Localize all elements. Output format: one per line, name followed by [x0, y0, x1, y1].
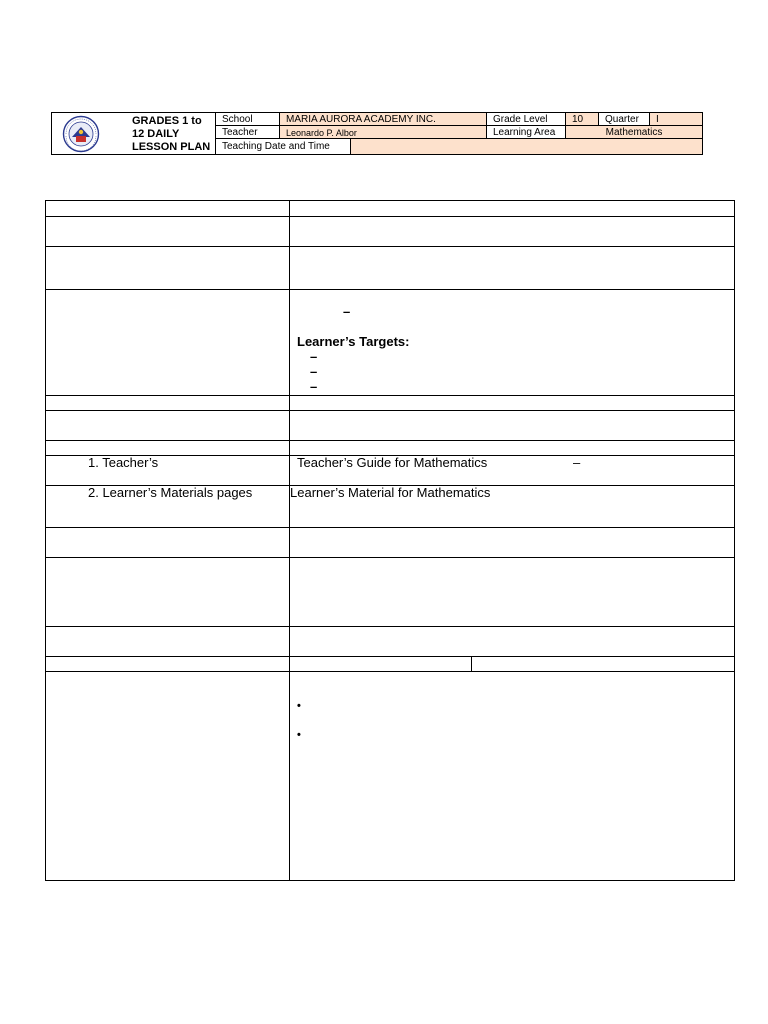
quarter-value: I: [649, 112, 703, 126]
learning-area-value: Mathematics: [565, 125, 703, 139]
title-line: LESSON PLAN: [132, 141, 211, 153]
ref-teachers-label: 1. Teacher’s: [88, 455, 159, 470]
row-divider: [45, 440, 735, 441]
row-divider: [45, 395, 735, 396]
teaching-date-value: [350, 138, 703, 155]
school-label: School: [215, 112, 280, 126]
title-line: 12 DAILY: [132, 128, 180, 140]
column-divider: [289, 200, 290, 881]
row-divider: [45, 216, 735, 217]
teacher-value: Leonardo P. Albor: [279, 125, 487, 139]
teaching-date-label: Teaching Date and Time: [215, 138, 351, 155]
lesson-plan-table: [45, 200, 735, 881]
ref-teachers-value: Teacher’s Guide for Mathematics: [297, 455, 488, 470]
row-divider: [45, 527, 735, 528]
school-value: MARIA AURORA ACADEMY INC.: [279, 112, 487, 126]
title-line: GRADES 1 to: [132, 115, 202, 127]
row-divider: [45, 656, 735, 657]
grade-level-value: 10: [565, 112, 599, 126]
teacher-label: Teacher: [215, 125, 280, 139]
learners-targets-heading: Learner’s Targets:: [297, 334, 410, 349]
row-divider: [45, 626, 735, 627]
row-divider: [45, 289, 735, 290]
ref-learners-value: Learner’s Material for Mathematics: [290, 485, 491, 500]
dash-mark: –: [310, 379, 318, 394]
lesson-plan-title: [132, 115, 214, 154]
row-divider: [45, 671, 735, 672]
quarter-label: Quarter: [598, 112, 650, 126]
ref-learners-label: 2. Learner’s Materials pages: [88, 485, 253, 500]
learning-area-label: Learning Area: [486, 125, 566, 139]
row-divider: [45, 246, 735, 247]
dash-mark: –: [573, 455, 581, 470]
row-divider: [45, 557, 735, 558]
grade-level-label: Grade Level: [486, 112, 566, 126]
row-divider: [45, 410, 735, 411]
dash-mark: –: [343, 304, 351, 319]
column-divider: [471, 656, 472, 671]
bullet-mark: •: [297, 700, 301, 712]
bullet-mark: •: [297, 729, 301, 741]
dash-mark: –: [310, 349, 318, 364]
dash-mark: –: [310, 364, 318, 379]
deped-seal-icon: [58, 115, 104, 153]
